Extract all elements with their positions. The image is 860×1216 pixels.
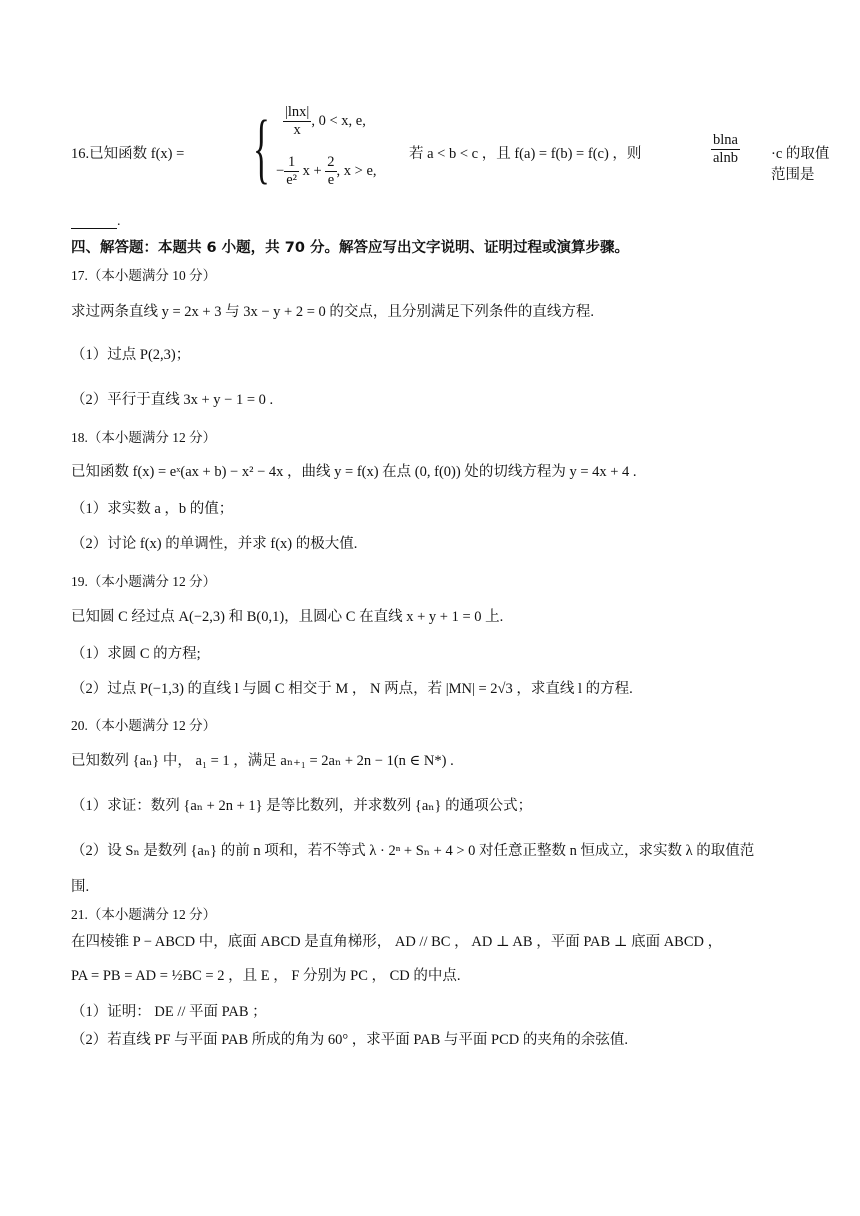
q18-part2: （2）讨论 f(x) 的单调性，并求 f(x) 的极大值. — [71, 536, 358, 552]
q21-stem-1: 在四棱锥 P − ABCD 中，底面 ABCD 是直角梯形， AD // BC ， AD ⊥ AB ，平面 PAB ⊥ 底面 ABCD ， — [71, 934, 723, 950]
q20-part1: （1）求证：数列 {aₙ + 2n + 1} 是等比数列，并求数列 {aₙ} 的通项公式； — [71, 798, 533, 814]
q19-title: 19.（本小题满分 12 分） — [71, 574, 217, 589]
q19-stem: 已知圆 C 经过点 A(−2,3) 和 B(0,1)，且圆心 C 在直线 x + y + 1 = 0 上. — [71, 609, 504, 625]
q18-part1: （1）求实数 a ，b 的值； — [71, 501, 234, 517]
q17-title: 17.（本小题满分 10 分） — [71, 268, 217, 283]
q16-case2: − $\frac{1}{\text{e²}}$ x + $\frac{2}{e}$ , x > e, — [276, 154, 377, 188]
q16-case1: $\frac{|\ln x|}{x}$ , 0 < x, e, — [285, 104, 366, 138]
q16-tail: ·c 的取值范围是 — [771, 146, 830, 183]
q19-part2: （2）过点 P(−1,3) 的直线 l 与圆 C 相交于 M ， N 两点，若 |MN| = 2√3 ，求直线 l 的方程. — [71, 681, 633, 697]
section-heading: 四、解答题：本题共 6 小题，共 70 分。解答应写出文字说明、证明过程或演算步骤。 — [71, 240, 629, 256]
q20-title: 20.（本小题满分 12 分） — [71, 718, 217, 733]
q21-part1: （1）证明： DE // 平面 PAB ； — [71, 1004, 267, 1020]
q21-part2: （2）若直线 PF 与平面 PAB 所成的角为 60° ，求平面 PAB 与平面 PCD 的夹角的余弦值. — [71, 1032, 629, 1048]
q20-stem: 已知数列 {aₙ} 中， a₁ = 1 ，满足 aₙ₊₁ = 2aₙ + 2n − 1(n ∈ N*) . — [71, 753, 454, 769]
q20-part2: （2）设 Sₙ 是数列 {aₙ} 的前 n 项和，若不等式 λ · 2ⁿ + Sₙ + 4 > 0 对任意正整数 n 恒成立，求实数 λ 的取值范 — [71, 843, 755, 859]
answer-blank — [71, 218, 117, 229]
blank-period: . — [117, 214, 121, 229]
q17-part2: （2）平行于直线 3x + y − 1 = 0 . — [71, 392, 274, 408]
q16-ratio: $\frac{blna}{alnb}$ — [713, 132, 738, 166]
problem-16 — [71, 104, 831, 204]
q17-stem: 求过两条直线 y = 2x + 3 与 3x − y + 2 = 0 的交点，且分别满足下列条件的直线方程. — [71, 304, 595, 320]
piecewise-brace: { — [253, 104, 270, 191]
q18-stem: 已知函数 f(x) = eˣ(ax + b) − x² − 4x ，曲线 y = f(x) 在点 (0, f(0)) 处的切线方程为 y = 4x + 4 . — [71, 464, 637, 480]
q21-title: 21.（本小题满分 12 分） — [71, 907, 217, 922]
q21-stem-2: PA = PB = AD = ½BC = 2 ，且 E ， F 分别为 PC ， CD 的中点. — [71, 968, 461, 984]
q20-part2-cont: 围. — [71, 879, 90, 895]
q17-part1: （1）过点 P(2,3)； — [71, 347, 191, 363]
q19-part1: （1）求圆 C 的方程; — [71, 646, 201, 662]
q18-title: 18.（本小题满分 12 分） — [71, 430, 217, 445]
q16-condition: 若 a < b < c ，且 f(a) = f(b) = f(c) ，则 — [409, 146, 642, 162]
q16-lead: 16.已知函数 f(x) = — [71, 146, 185, 162]
